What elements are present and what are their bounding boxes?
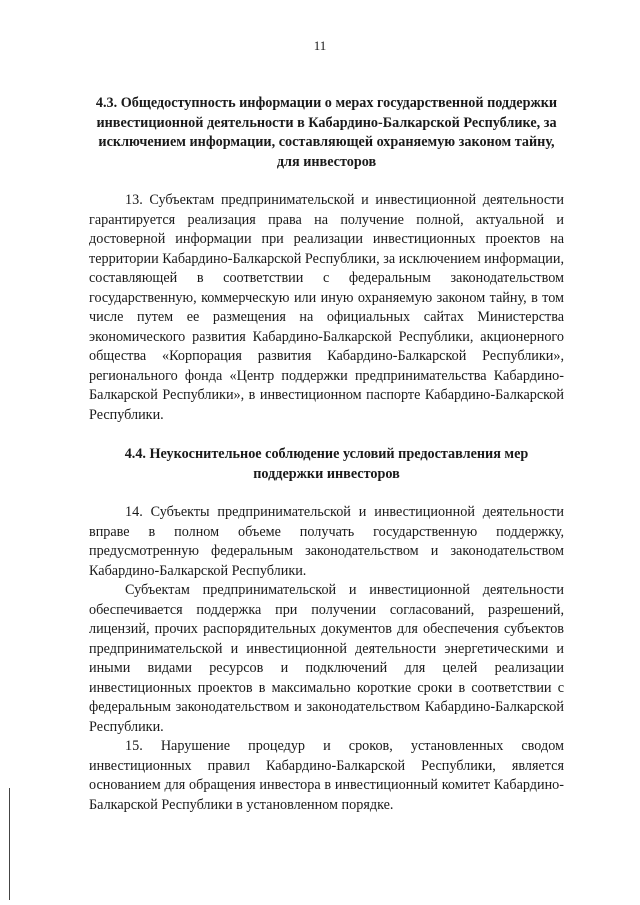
section-heading-4-3: 4.3. Общедоступность информации о мерах государственной поддержки инвестиционной деятельности в Кабардино-Балкарской Республике, за исключением информации, составляющей охраняемую законом тайну, для инвесторов — [95, 95, 558, 170]
page-content — [89, 94, 564, 815]
paragraph-15: 15. Нарушение процедур и сроков, установленных сводом инвестиционных правил Кабардино-Балкарской Республики, является основанием для обращения инвестора в инвестиционный комитет Кабардино-Балкарской Республики в установленном порядке. — [89, 738, 564, 813]
page-number: 11 — [313, 38, 327, 53]
paragraph-13: 13. Субъектам предпринимательской и инвестиционной деятельности гарантируется реализация права на получение полной, актуальной и достоверной информации при реализации инвестиционных проектов на территории Кабардино-Балкарской Республики, за исключением информации, составляющей в соответствии с федеральным законодательством государственную, коммерческую или иную охраняемую законом тайну, в том числе путем ее размещения на официальных сайтах Министерства экономического развития Кабардино-Балкарской Республики, акционерного общества «Корпорация развития Кабардино-Балкарской Республики», регионального фонда «Центр поддержки предпринимательства Кабардино-Балкарской Республики», в инвестиционном паспорте Кабардино-Балкарской Республики. — [89, 192, 564, 423]
paragraph-14-support: Субъектам предпринимательской и инвестиционной деятельности обеспечивается поддержка при получении согласований, разрешений, лицензий, прочих распорядительных документов для обеспечения субъектов предпринимательской и инвестиционной деятельности энергетическими и иными видами ресурсов и подключений для целей реализации инвестиционных проектов в максимально короткие сроки в соответствии с федеральным законодательством и законодательством Кабардино-Балкарской Республики. — [89, 582, 564, 735]
section-heading-4-4: 4.4. Неукоснительное соблюдение условий предоставления мер поддержки инвесторов — [124, 446, 529, 482]
paragraph-14: 14. Субъекты предпринимательской и инвестиционной деятельности вправе в полном объеме получать государственную поддержку, предусмотренную федеральным законодательством и законодательством Кабардино-Балкарской Республики. — [89, 504, 564, 579]
scan-edge-line — [9, 788, 10, 900]
